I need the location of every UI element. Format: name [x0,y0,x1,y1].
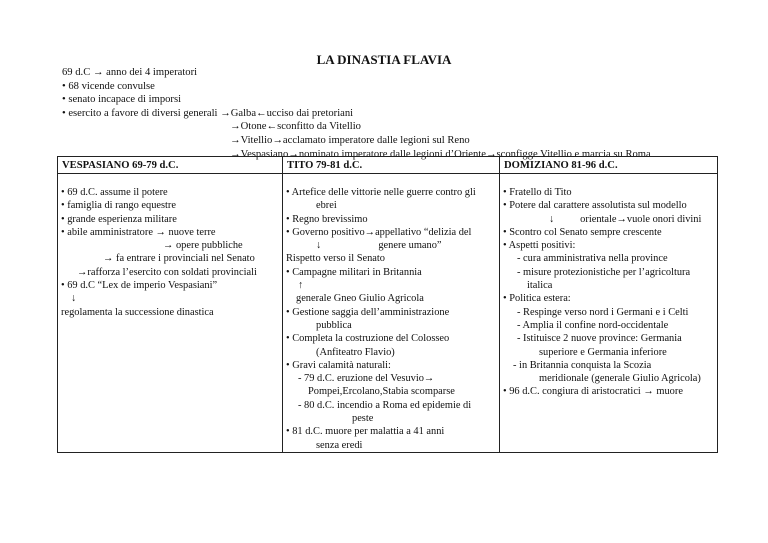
list-item: • grande esperienza militare [61,213,177,225]
list-item: Rispetto verso il Senato [286,253,385,265]
list-item: • Gravi calamità naturali: [286,359,391,371]
emperors-table [57,156,718,453]
list-item: pubblica [316,319,352,331]
spacer [61,174,279,186]
list-item: (Anfiteatro Flavio) [316,346,395,358]
column-vespasiano [58,174,283,453]
intro-line: • 68 vicende convulse [62,80,155,92]
intro-block [62,66,722,161]
list-item: - cura amministrativa nella province [517,253,668,265]
list-item: • Completa la costruzione del Colosseo [286,333,450,345]
list-item: • 96 d.C. congiura di aristocratici → muore [503,386,683,398]
list-item: - Amplia il confine nord-occidentale [517,319,669,331]
spacer [286,174,496,186]
list-item: • Governo positivo→appellativo “delizia del [286,226,472,238]
up-arrow: ↑ [298,280,304,292]
list-item: • Regno brevissimo [286,213,368,225]
list-item: → opere pubbliche [163,240,243,252]
spacer [503,174,714,186]
list-item: ↓ genere umano” [316,240,442,252]
list-item: • 69 d.C “Lex de imperio Vespasiani” [61,280,218,292]
list-item: • Potere dal carattere assolutista sul modello [503,200,687,212]
list-item: ebrei [316,200,337,212]
table-header-row [58,157,718,174]
intro-subline: →Otone←sconfitto da Vitellio [230,121,361,133]
list-item: • Artefice delle vittorie nelle guerre contro gli [286,187,476,198]
list-item: - in Britannia conquista la Scozia [513,359,652,371]
list-item: - 79 d.C. eruzione del Vesuvio→ [298,373,435,385]
list-item: • 69 d.C. assume il potere [61,187,168,198]
list-item: • 81 d.C. muore per malattia a 41 anni [286,426,445,438]
column-tito [283,174,500,453]
column-header-tito: TITO 79-81 d.C. [283,157,500,174]
page-title: LA DINASTIA FLAVIA [316,52,452,67]
list-item: • Aspetti positivi: [503,240,576,252]
list-item: • famiglia di rango equestre [61,200,177,212]
list-item: Pompei,Ercolano,Stabia scomparse [308,386,455,398]
list-item: superiore e Germania inferiore [539,346,667,358]
table-body-row [58,174,718,453]
list-item: • Scontro col Senato sempre crescente [503,226,662,238]
column-header-domiziano: DOMIZIANO 81-96 d.C. [500,157,718,174]
list-item: • Fratello di Tito [503,187,572,198]
list-item: → fa entrare i provinciali nel Senato [103,253,255,265]
down-arrow: ↓ [71,293,77,305]
list-item: - Respinge verso nord i Germani e i Celti [517,306,689,318]
list-item: - misure protezionistiche per l’agricoltura [517,266,691,278]
intro-line: • esercito a favore di diversi generali →Galba←ucciso dai pretoriani [62,107,354,119]
list-item: - Istituisce 2 nuove province: Germania [517,333,682,345]
list-item: peste [352,413,374,425]
list-item: • Gestione saggia dell’amministrazione [286,306,450,318]
intro-subline: →Vitellio→acclamato imperatore dalle legioni sul Reno [230,134,470,146]
list-item: senza eredi [316,439,363,451]
column-domiziano [500,174,718,453]
column-header-vespasiano: VESPASIANO 69-79 d.C. [58,157,283,174]
list-item: - 80 d.C. incendio a Roma ed epidemie di [298,399,472,411]
list-item: italica [527,280,553,292]
list-item: ↓ orientale→vuole onori divini [549,213,702,225]
intro-line: • senato incapace di imporsi [62,94,182,106]
intro-subline: →Vespasiano→nominato imperatore dalle legioni d’Oriente→sconfigge Vitellio e marcia su Roma [230,148,651,160]
list-item: →rafforza l’esercito con soldati provinciali [77,266,257,278]
list-item: • Campagne militari in Britannia [286,266,422,278]
list-item: • abile amministratore → nuove terre [61,226,216,238]
list-item: meridionale (generale Giulio Agricola) [539,373,701,385]
list-item: • Politica estera: [503,293,571,305]
intro-line: 69 d.C → anno dei 4 imperatori [62,67,198,78]
list-item: generale Gneo Giulio Agricola [296,293,424,305]
list-item: regolamenta la successione dinastica [61,306,214,318]
